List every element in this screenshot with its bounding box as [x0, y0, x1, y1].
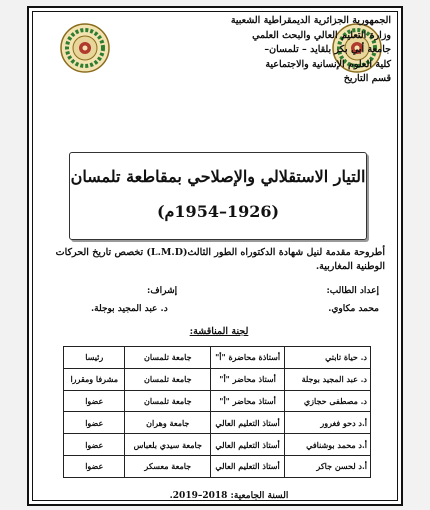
member-name: د. عبد المجيد بوجلة	[285, 368, 371, 390]
university-seal-left	[59, 22, 111, 74]
member-name: أ.د دحو فغرور	[285, 412, 371, 434]
member-university: جامعة تلمسان	[125, 368, 211, 390]
member-name: أ.د محمد بوشنافي	[285, 434, 371, 456]
committee-title: لجنة المناقشة:	[189, 326, 249, 337]
prepared-by-label: إعداد الطالب:	[326, 286, 379, 296]
thesis-period: (1926–1954م)	[156, 202, 280, 221]
member-university: جامعة تلمسان	[125, 390, 211, 412]
ministry-name: وزارة التعليم العالي والبحث العلمي	[252, 29, 391, 41]
table-row	[64, 434, 371, 456]
supervision-label: إشراف:	[147, 286, 178, 296]
member-rank: أستاذ محاضر "أ"	[211, 390, 285, 412]
member-university: جامعة سيدي بلعباس	[125, 434, 211, 456]
member-role: عضوا	[64, 455, 125, 477]
committee-table	[63, 346, 371, 478]
member-rank: أستاذ محاضر "أ"	[211, 368, 285, 390]
member-rank: أستاذ التعليم العالي	[211, 434, 285, 456]
member-role: مشرفا ومقررا	[64, 368, 125, 390]
member-university: جامعة وهران	[125, 412, 211, 434]
member-name: أ.د لحسن جاكر	[285, 455, 371, 477]
institution-header	[141, 14, 391, 87]
table-row	[64, 347, 371, 369]
member-university: جامعة تلمسان	[125, 347, 211, 369]
member-rank: أستاذ التعليم العالي	[211, 455, 285, 477]
member-rank: أستاذة محاضرة "أ"	[211, 347, 285, 369]
supervisor-name: د. عبد المجيد بوجلة.	[91, 304, 168, 314]
table-row	[64, 412, 371, 434]
student-name: محمد مكاوي.	[328, 304, 379, 314]
university-name: جامعة أبي بكر بلقايد – تلمسان–	[264, 44, 391, 55]
member-role: عضوا	[64, 412, 125, 434]
table-row	[64, 390, 371, 412]
republic-name: الجمهورية الجزائرية الديمقراطية الشعبية	[230, 15, 391, 26]
member-university: جامعة معسكر	[125, 455, 211, 477]
thesis-description: أطروحة مقدمة لنيل شهادة الدكتوراه الطور الثالث(L.M.D) تخصص تاريخ الحركات الوطنية المغاربية.	[55, 247, 385, 272]
document-page	[27, 6, 403, 506]
member-rank: أستاذ التعليم العالي	[211, 412, 285, 434]
member-role: عضوا	[64, 434, 125, 456]
academic-year: السنة الجامعية: 2018–2019.	[169, 491, 289, 501]
table-row	[64, 455, 371, 477]
member-role: رئيسا	[64, 347, 125, 369]
member-name: د. مصطفى حجازي	[285, 390, 371, 412]
member-role: عضوا	[64, 390, 125, 412]
department-name: قسم التاريخ	[343, 73, 391, 84]
member-name: د. حياة تابتي	[285, 347, 371, 369]
thesis-title: التيار الاستقلالي والإصلاحي بمقاطعة تلمسان	[70, 167, 366, 186]
faculty-name: كلية العلوم الإنسانية والاجتماعية	[265, 58, 391, 70]
thesis-title-box	[69, 152, 367, 240]
table-row	[64, 368, 371, 390]
